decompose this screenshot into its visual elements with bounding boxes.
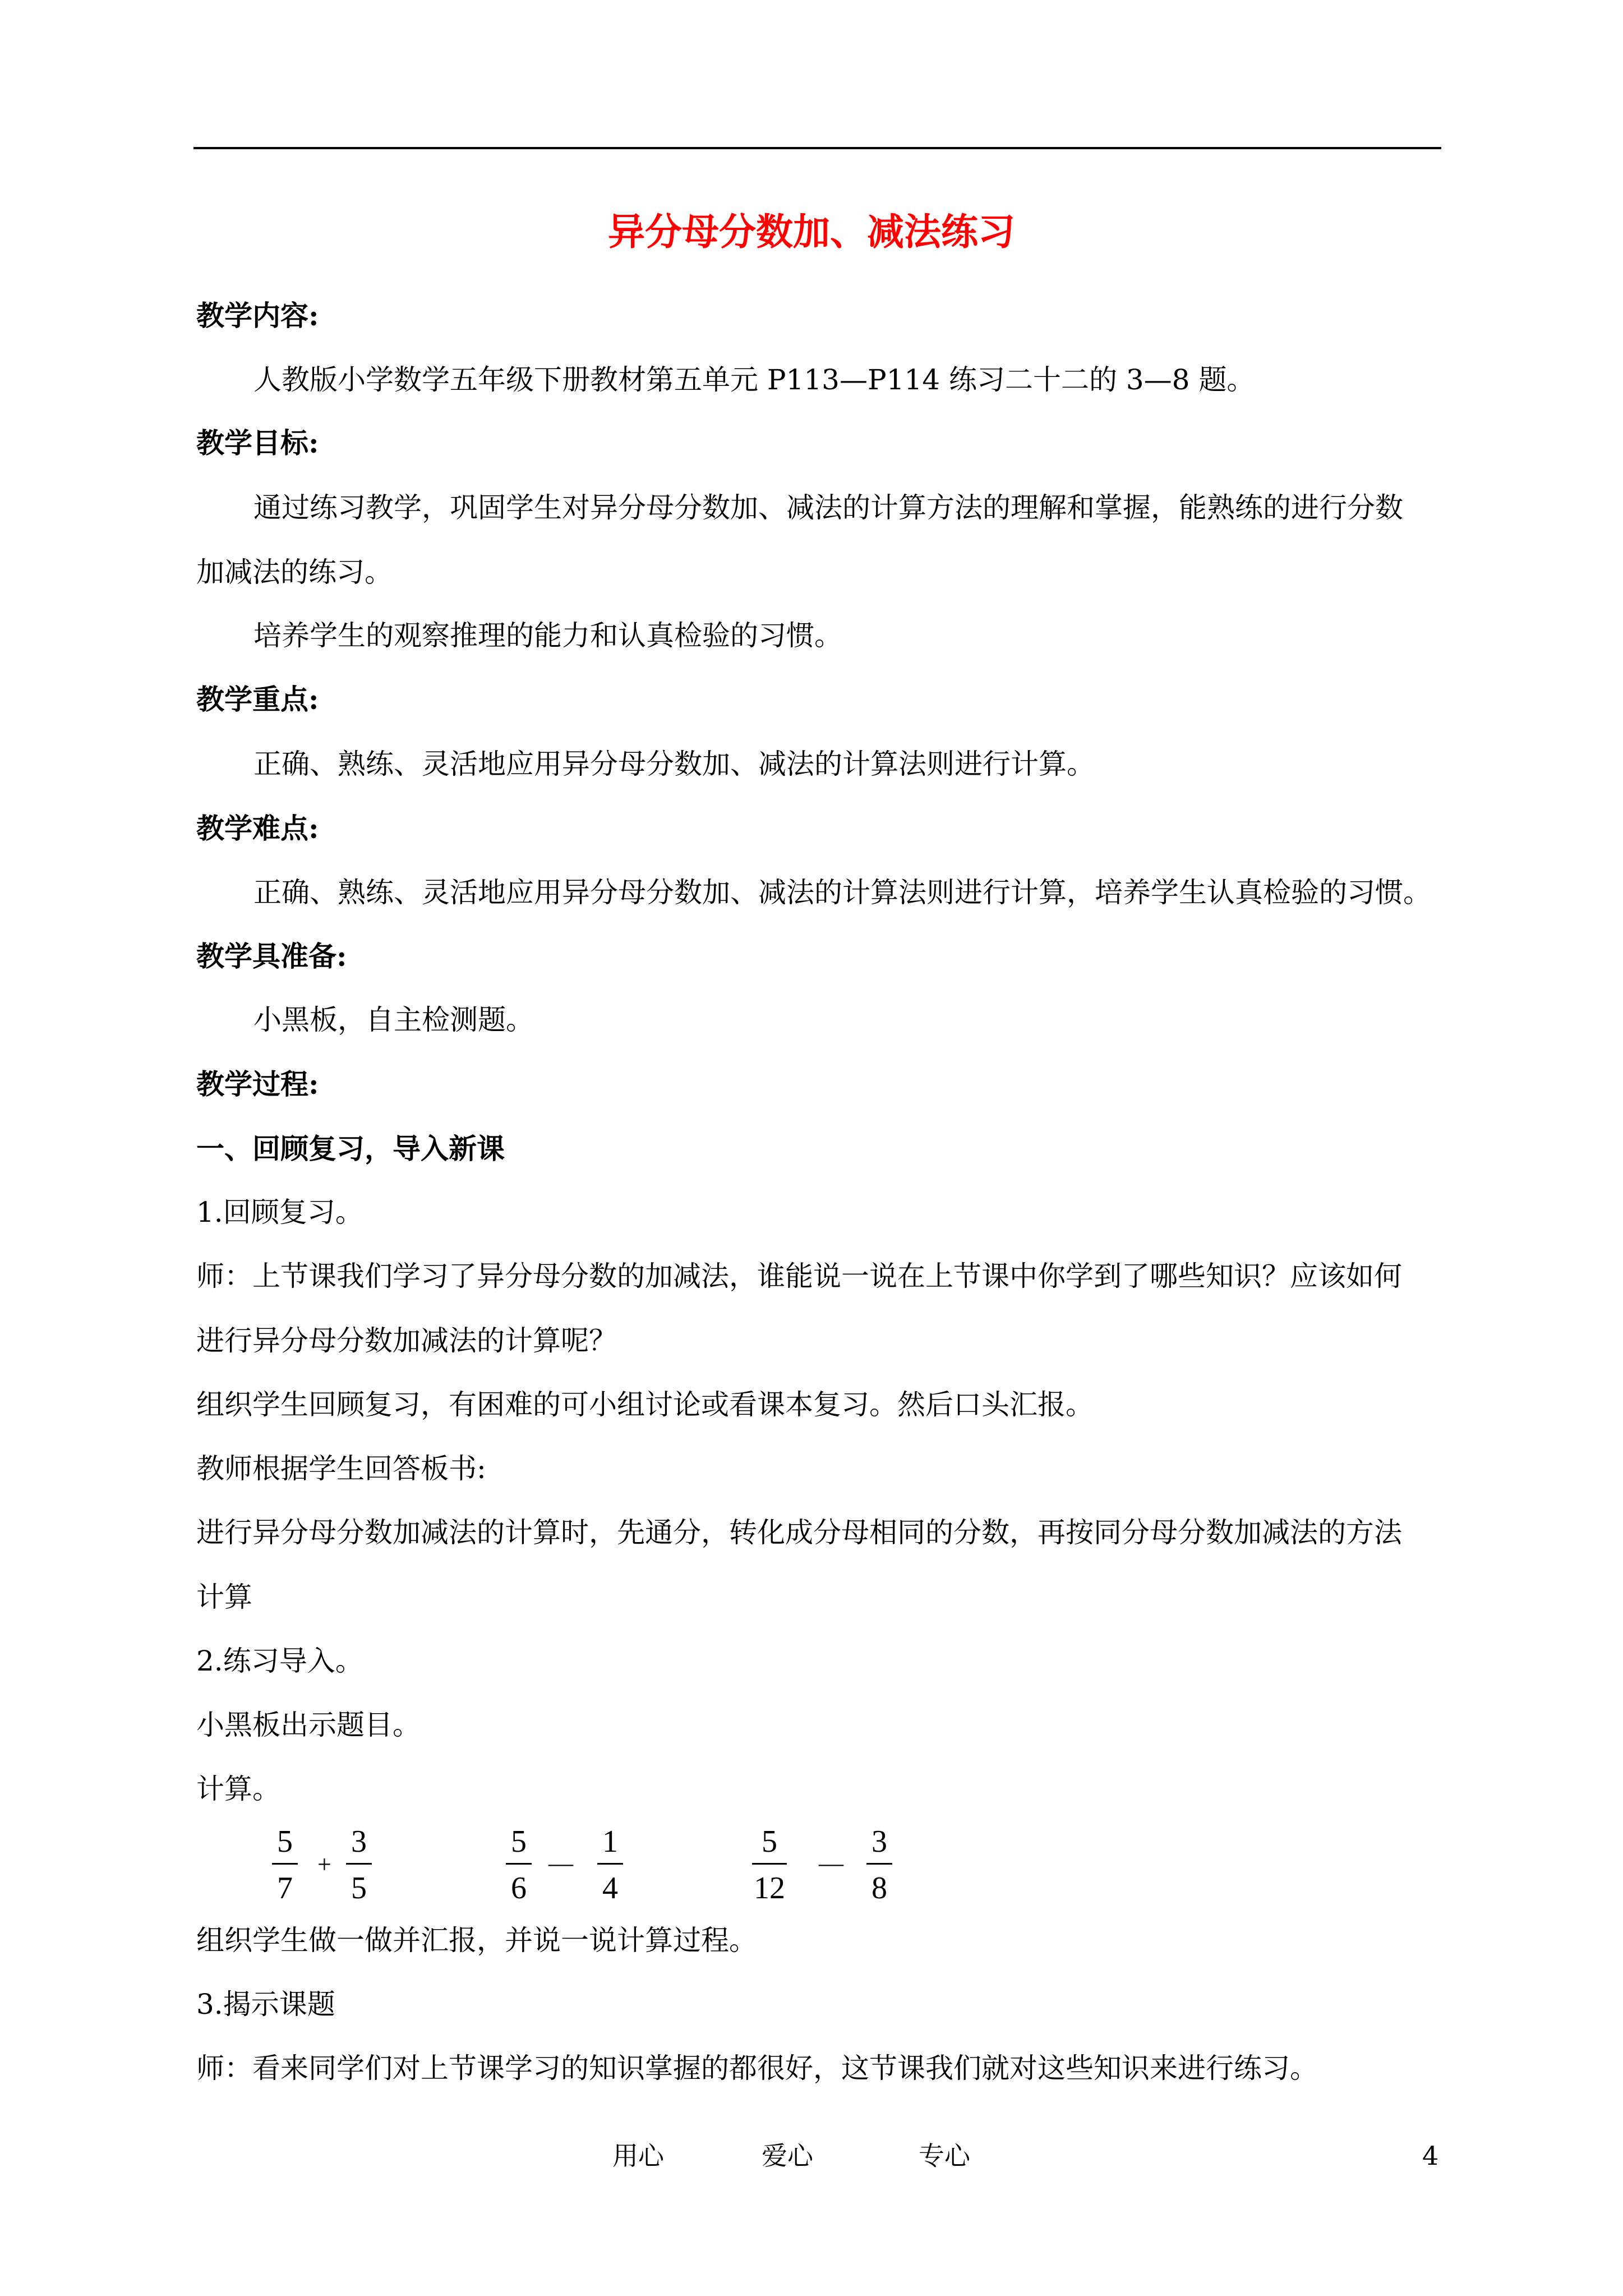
fraction — [741, 1826, 797, 1904]
operator-plus: + — [317, 1851, 331, 1878]
footer-word-1: 用心 — [612, 2141, 664, 2171]
paragraph-1: 1.回顾复习。 — [196, 1196, 363, 1228]
fraction — [857, 1826, 902, 1904]
paragraph-2a: 师：上节课我们学习了异分母分数的加减法，谁能说一说在上节课中你学到了哪些知识？应该如何 — [196, 1260, 1402, 1292]
goal-text-2: 培养学生的观察推理的能力和认真检验的习惯。 — [253, 619, 842, 652]
operator-minus: — — [548, 1849, 573, 1877]
paragraph-5a: 进行异分母分数加减法的计算时，先通分，转化成分母相同的分数，再按同分母分数加减法的方法 — [196, 1516, 1402, 1549]
difficulty-text: 正确、熟练、灵活地应用异分母分数加、减法的计算法则进行计算，培养学生认真检验的习惯。 — [253, 876, 1431, 909]
heading-process: 教学过程: — [196, 1068, 319, 1101]
footer-word-3: 专心 — [919, 2141, 970, 2171]
page-title: 异分母分数加、减法练习 — [608, 210, 1015, 254]
paragraph-10: 3.揭示课题 — [196, 1988, 335, 2021]
key-text: 正确、熟练、灵活地应用异分母分数加、减法的计算法则进行计算。 — [253, 748, 1095, 780]
preparation-text: 小黑板，自主检测题。 — [253, 1004, 534, 1036]
heading-key: 教学重点: — [196, 683, 319, 716]
fraction-bar — [346, 1863, 372, 1865]
goal-text-1b: 加减法的练习。 — [196, 556, 393, 588]
operator-minus: — — [819, 1849, 843, 1877]
paragraph-8: 计算。 — [196, 1773, 280, 1805]
heading-difficulty: 教学难点: — [196, 812, 319, 845]
paragraph-2b: 进行异分母分数加减法的计算呢？ — [196, 1324, 617, 1357]
fraction-numerator: 1 — [602, 1824, 618, 1859]
fraction-numerator: 5 — [511, 1824, 527, 1859]
fraction — [262, 1826, 307, 1904]
goal-text-1a: 通过练习教学，巩固学生对异分母分数加、减法的计算方法的理解和掌握，能熟练的进行分数 — [253, 491, 1403, 524]
fraction-bar — [866, 1863, 892, 1865]
page-number: 4 — [1422, 2141, 1439, 2171]
fraction — [496, 1826, 541, 1904]
paragraph-4: 教师根据学生回答板书: — [196, 1452, 486, 1485]
fraction-denominator: 8 — [872, 1871, 887, 1906]
paragraph-9: 组织学生做一做并汇报，并说一说计算过程。 — [196, 1924, 757, 1957]
paragraph-6: 2.练习导入。 — [196, 1645, 363, 1677]
fraction-numerator: 3 — [872, 1824, 887, 1859]
fraction-denominator: 12 — [754, 1871, 785, 1906]
content-text: 人教版小学数学五年级下册教材第五单元 P113—P114 练习二十二的 3—8 题。 — [253, 364, 1255, 396]
heading-goal: 教学目标: — [196, 426, 319, 459]
heading-part1: 一、回顾复习，导入新课 — [196, 1132, 505, 1165]
fraction-bar — [752, 1863, 787, 1865]
fraction-numerator: 3 — [351, 1824, 367, 1859]
fraction-bar — [272, 1863, 298, 1865]
fraction-denominator: 7 — [277, 1871, 293, 1906]
paragraph-7: 小黑板出示题目。 — [196, 1709, 421, 1741]
fraction-bar — [506, 1863, 532, 1865]
paragraph-3: 组织学生回顾复习，有困难的可小组讨论或看课本复习。然后口头汇报。 — [196, 1388, 1094, 1421]
header-rule — [193, 147, 1441, 149]
fraction-denominator: 4 — [602, 1871, 618, 1906]
paragraph-5b: 计算 — [196, 1581, 252, 1613]
fraction-denominator: 6 — [511, 1871, 527, 1906]
heading-preparation: 教学具准备: — [196, 940, 347, 973]
fraction — [336, 1826, 381, 1904]
fraction-bar — [597, 1863, 623, 1865]
heading-content: 教学内容: — [196, 299, 319, 332]
paragraph-11: 师：看来同学们对上节课学习的知识掌握的都很好，这节课我们就对这些知识来进行练习。 — [196, 2052, 1318, 2085]
footer-word-2: 爱心 — [762, 2141, 813, 2171]
fraction-numerator: 5 — [277, 1824, 293, 1859]
fraction — [588, 1826, 633, 1904]
fraction-denominator: 5 — [351, 1871, 367, 1906]
fraction-numerator: 5 — [762, 1824, 777, 1859]
